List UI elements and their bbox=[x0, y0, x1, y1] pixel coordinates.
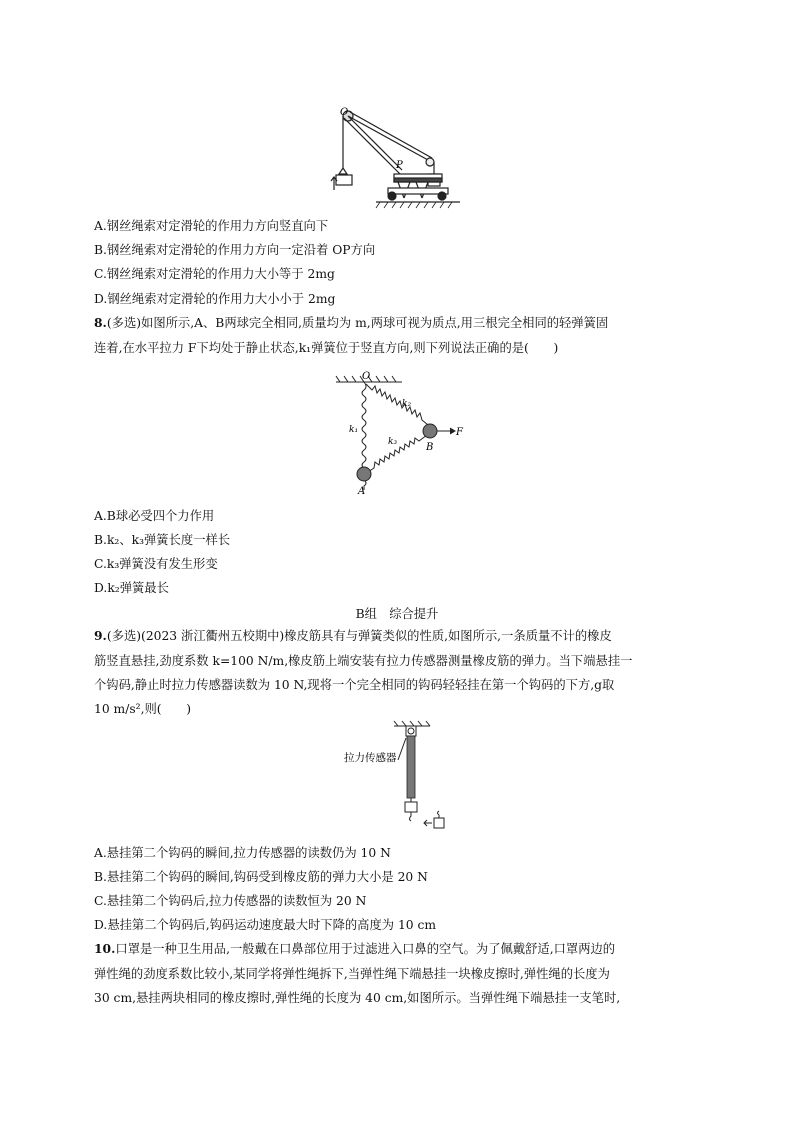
q10-line-2: 弹性绳的劲度系数比较小,某同学将弹性绳拆下,当弹性绳下端悬挂一块橡皮擦时,弹性绳的长度为 bbox=[94, 967, 610, 981]
spring-figure bbox=[332, 368, 472, 498]
q9-option-b: B.悬挂第二个钩码的瞬间,钩码受到橡皮筋的弹力大小是 20 N bbox=[94, 870, 428, 884]
q7-option-a: A.钢丝绳索对定滑轮的作用力方向竖直向下 bbox=[94, 219, 329, 233]
q8-number: 8. bbox=[94, 315, 107, 330]
q9-option-a: A.悬挂第二个钩码的瞬间,拉力传感器的读数仍为 10 N bbox=[94, 846, 391, 860]
q10-text-1: 口罩是一种卫生用品,一般戴在口鼻部位用于过滤进入口鼻的空气。为了佩戴舒适,口罩两边的 bbox=[115, 942, 616, 956]
label-k3: k₃ bbox=[388, 437, 398, 447]
q8-text-1: (多选)如图所示,A、B两球完全相同,质量均为 m,两球可视为质点,用三根完全相同的轻弹簧固 bbox=[106, 316, 609, 330]
q9-option-c: C.悬挂第二个钩码后,拉力传感器的读数恒为 20 N bbox=[94, 894, 367, 908]
q7-option-c: C.钢丝绳索对定滑轮的作用力大小等于 2mg bbox=[94, 267, 335, 281]
q8-option-a: A.B球必受四个力作用 bbox=[94, 509, 215, 523]
section-title: B组 综合提升 bbox=[355, 607, 439, 621]
q9-text-1: (多选)(2023 浙江衢州五校期中)橡皮筋具有与弹簧类似的性质,如图所示,一条质量不计的橡皮 bbox=[106, 629, 612, 643]
q10-number: 10. bbox=[94, 941, 116, 956]
q9-number: 9. bbox=[94, 628, 107, 643]
q9-line-4: 10 m/s²,则( ) bbox=[94, 702, 191, 716]
q8-line-2: 连着,在水平拉力 F下均处于静止状态,k₁弹簧位于竖直方向,则下列说法正确的是( ) bbox=[94, 341, 559, 355]
label-a: A bbox=[358, 486, 366, 497]
q8-option-c: C.k₃弹簧没有发生形变 bbox=[94, 557, 218, 571]
q9-option-d: D.悬挂第二个钩码后,钩码运动速度最大时下降的高度为 10 cm bbox=[94, 918, 437, 932]
label-p: P bbox=[396, 160, 403, 171]
label-k2: k₂ bbox=[402, 399, 412, 409]
label-b: B bbox=[426, 442, 434, 453]
crane-figure bbox=[326, 104, 466, 210]
q9-line-1 bbox=[94, 628, 612, 644]
label-o2: O bbox=[362, 371, 371, 382]
q9-line-2: 筋竖直悬挂,劲度系数 k=100 N/m,橡皮筋上端安装有拉力传感器测量橡皮筋的弹力。当下端悬挂一 bbox=[94, 654, 633, 668]
q10-line-1 bbox=[94, 941, 615, 957]
label-f: F bbox=[456, 427, 463, 438]
label-o: O bbox=[340, 107, 349, 118]
sensor-label: 拉力传感器 bbox=[344, 752, 397, 764]
q7-option-b: B.钢丝绳索对定滑轮的作用力方向一定沿着 OP方向 bbox=[94, 243, 376, 257]
q7-option-d: D.钢丝绳索对定滑轮的作用力大小小于 2mg bbox=[94, 292, 336, 306]
rubber-band-figure bbox=[344, 720, 454, 836]
q8-option-b: B.k₂、k₃弹簧长度一样长 bbox=[94, 533, 231, 547]
q10-line-3: 30 cm,悬挂两块相同的橡皮擦时,弹性绳的长度为 40 cm,如图所示。当弹性绳下端悬挂一支笔时, bbox=[94, 991, 621, 1005]
label-k1: k₁ bbox=[349, 425, 359, 435]
q8-line-1 bbox=[94, 315, 608, 331]
q8-option-d: D.k₂弹簧最长 bbox=[94, 581, 169, 595]
q9-line-3: 个钩码,静止时拉力传感器读数为 10 N,现将一个完全相同的钩码轻轻挂在第一个钩码的下方,g取 bbox=[94, 678, 615, 692]
